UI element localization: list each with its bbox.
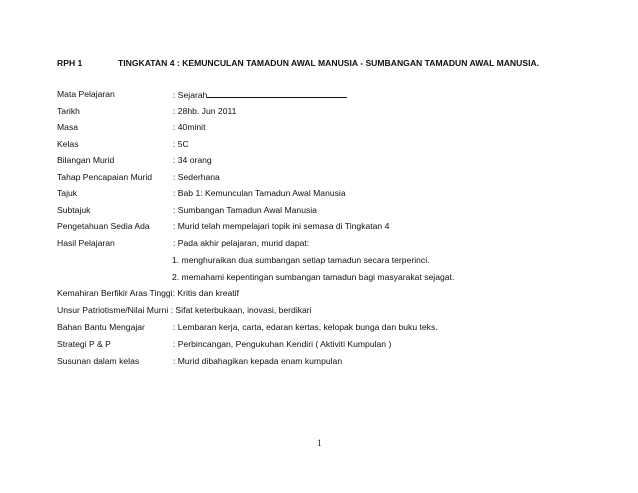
hasil-pelajaran-item: 2. memahami kepentingan sumbangan tamadun bagi masyarakat sejagat. [172,272,455,282]
value-tahap-pencapaian: : Sederhana [173,172,220,182]
page-number: 1 [317,438,322,448]
kemahiran-berfikir-text: Kemahiran Berfikir Aras Tinggi: Kritis dan kreatif [57,288,239,298]
value-bahan-bantu: : Lembaran kerja, carta, edaran kertas, kelopak bunga dan buku teks. [173,322,438,332]
value-tajuk: : Bab 1: Kemunculan Tamadun Awal Manusia [173,188,346,198]
value-tarikh: : 28hb. Jun 2011 [173,106,237,116]
lesson-title: TINGKATAN 4 : KEMUNCULAN TAMADUN AWAL MANUSIA - SUMBANGAN TAMADUN AWAL MANUSIA. [118,58,540,68]
label-tarikh: Tarikh [57,106,80,116]
label-hasil-pelajaran: Hasil Pelajaran [57,238,115,248]
hasil-pelajaran-item: 1. menghuraikan dua sumbangan setiap tamadun secara terperinci. [172,255,430,265]
label-bahan-bantu: Bahan Bantu Mengajar [57,322,145,332]
label-subtajuk: Subtajuk [57,205,91,215]
value-masa: : 40minit [173,122,206,132]
label-tajuk: Tajuk [57,188,78,198]
label-kelas: Kelas [57,139,79,149]
value-hasil-pelajaran: : Pada akhir pelajaran, murid dapat: [173,238,310,248]
value-susunan-kelas: : Murid dibahagikan kepada enam kumpulan [173,356,343,366]
value-subtajuk: : Sumbangan Tamadun Awal Manusia [173,205,317,215]
label-pengetahuan-sedia-ada: Pengetahuan Sedia Ada [57,221,150,231]
label-tahap-pencapaian: Tahap Pencapaian Murid [57,172,153,182]
label-susunan-kelas: Susunan dalam kelas [57,356,140,366]
value-mata-pelajaran [173,89,347,101]
unsur-patriotisme-text: Unsur Patriotisme/Nilai Murni : Sifat keterbukaan, inovasi, berdikari [57,305,312,315]
rph-code: RPH 1 [57,58,83,68]
label-masa: Masa [57,122,79,132]
value-pengetahuan-sedia-ada: : Murid telah mempelajari topik ini semasa di Tingkatan 4 [173,221,390,231]
underline-blank [207,89,347,98]
label-strategi: Strategi P & P [57,339,111,349]
value-bilangan-murid: : 34 orang [173,155,212,165]
value-strategi: : Perbincangan, Pengukuhan Kendiri ( Aktiviti Kumpulan ) [173,339,392,349]
value-kelas: : 5C [173,139,189,149]
label-bilangan-murid: Bilangan Murid [57,155,115,165]
value-mata-pelajaran-text: : Sejarah [173,90,208,100]
label-mata-pelajaran: Mata Pelajaran [57,89,115,99]
